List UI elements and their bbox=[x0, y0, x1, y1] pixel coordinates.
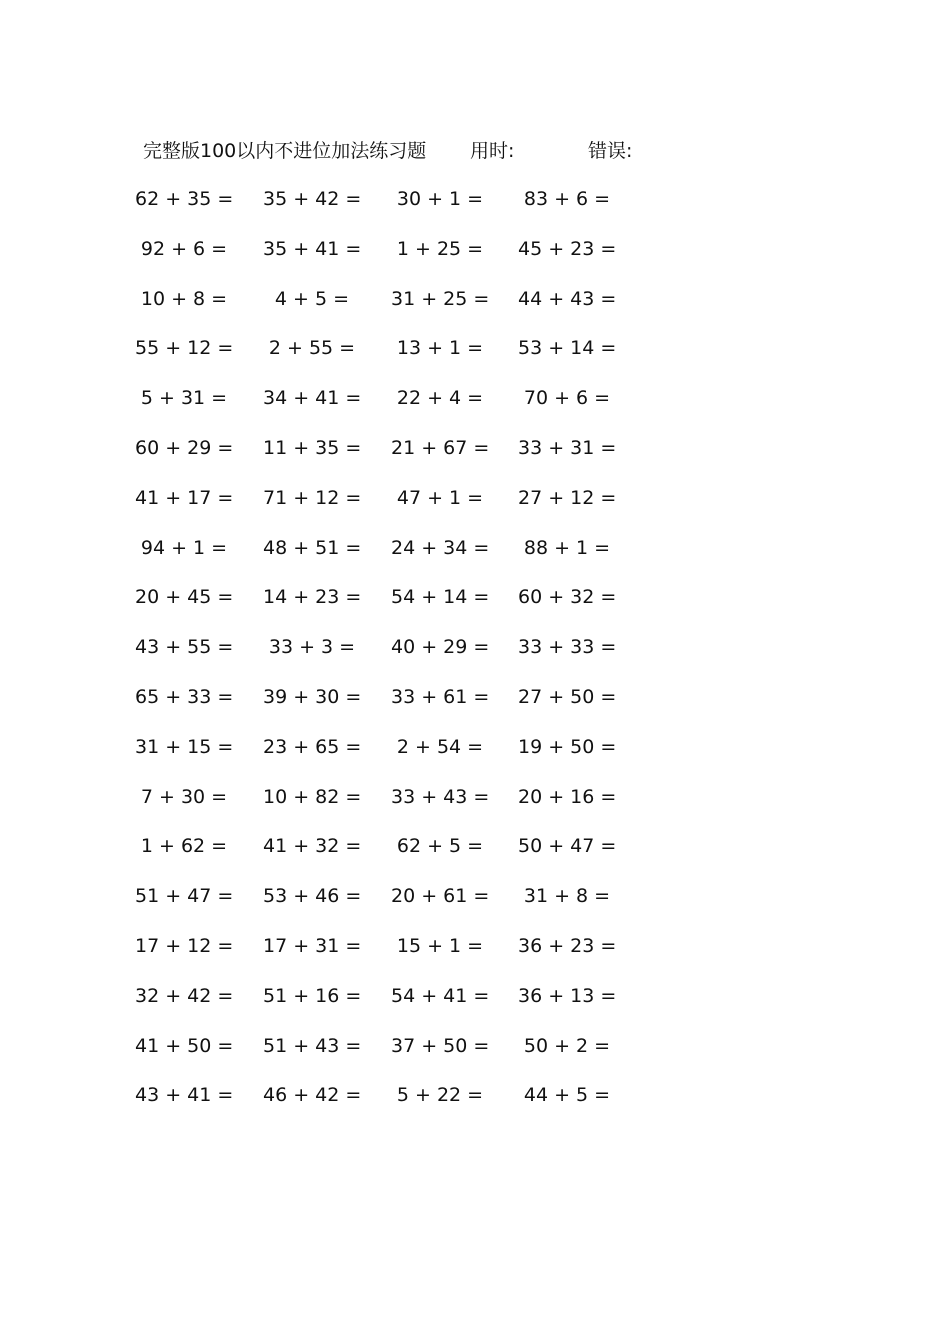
addition-problem: 33 + 61 = bbox=[391, 685, 490, 708]
addition-problem: 55 + 12 = bbox=[135, 337, 234, 360]
addition-problem: 20 + 61 = bbox=[391, 885, 490, 908]
addition-problem: 41 + 50 = bbox=[135, 1034, 234, 1057]
addition-problem: 23 + 65 = bbox=[263, 735, 362, 758]
addition-problem: 24 + 34 = bbox=[391, 536, 490, 559]
addition-problem: 51 + 47 = bbox=[135, 885, 234, 908]
problem-row bbox=[135, 184, 643, 234]
problem-row bbox=[135, 1080, 643, 1130]
problem-row bbox=[135, 632, 643, 682]
addition-problem: 30 + 1 = bbox=[396, 188, 484, 210]
addition-problem: 27 + 50 = bbox=[518, 685, 617, 708]
addition-problem: 62 + 5 = bbox=[396, 835, 484, 858]
addition-problem: 20 + 16 = bbox=[518, 785, 617, 808]
addition-problem: 17 + 12 = bbox=[135, 934, 234, 957]
addition-problem: 2 + 55 = bbox=[268, 337, 356, 360]
addition-problem: 43 + 41 = bbox=[135, 1084, 234, 1107]
addition-problem: 2 + 54 = bbox=[396, 735, 484, 758]
addition-problem: 31 + 15 = bbox=[135, 735, 234, 758]
addition-problem: 54 + 14 = bbox=[391, 586, 490, 609]
addition-problem: 10 + 82 = bbox=[263, 785, 362, 808]
addition-problem: 70 + 6 = bbox=[523, 387, 611, 410]
addition-problem: 34 + 41 = bbox=[263, 387, 362, 410]
addition-problem: 33 + 33 = bbox=[518, 636, 617, 659]
addition-problem: 45 + 23 = bbox=[518, 237, 617, 260]
problem-row bbox=[140, 831, 643, 881]
addition-problem: 62 + 35 = bbox=[135, 188, 234, 210]
addition-problem: 31 + 25 = bbox=[391, 287, 490, 310]
addition-problem: 33 + 31 = bbox=[518, 436, 617, 459]
addition-problem: 54 + 41 = bbox=[391, 984, 490, 1007]
addition-problem: 32 + 42 = bbox=[135, 984, 234, 1007]
problem-row bbox=[135, 582, 643, 632]
addition-problem: 60 + 32 = bbox=[518, 586, 617, 609]
addition-problem: 20 + 45 = bbox=[135, 586, 234, 609]
addition-problem: 50 + 2 = bbox=[523, 1034, 611, 1057]
problem-row bbox=[135, 333, 643, 383]
addition-problem: 46 + 42 = bbox=[263, 1084, 362, 1107]
problem-row bbox=[140, 234, 643, 284]
addition-problem: 22 + 4 = bbox=[396, 387, 484, 410]
addition-problem: 92 + 6 = bbox=[140, 237, 228, 260]
addition-problem: 53 + 46 = bbox=[263, 885, 362, 908]
problem-row bbox=[140, 782, 643, 832]
addition-problem: 71 + 12 = bbox=[263, 486, 362, 509]
addition-problem: 37 + 50 = bbox=[391, 1034, 490, 1057]
problem-row bbox=[135, 1031, 643, 1081]
addition-problem: 1 + 62 = bbox=[140, 835, 228, 858]
addition-problem: 33 + 43 = bbox=[391, 785, 490, 808]
addition-problem: 5 + 22 = bbox=[396, 1084, 484, 1107]
addition-problem: 19 + 50 = bbox=[518, 735, 617, 758]
addition-problem: 51 + 43 = bbox=[263, 1034, 362, 1057]
addition-problem: 53 + 14 = bbox=[518, 337, 617, 360]
addition-problem: 41 + 32 = bbox=[263, 835, 362, 858]
addition-problem: 35 + 41 = bbox=[263, 237, 362, 260]
worksheet-title: 完整版100以内不进位加法练习题 bbox=[143, 140, 427, 162]
addition-problem: 83 + 6 = bbox=[523, 188, 611, 210]
addition-problem: 41 + 17 = bbox=[135, 486, 234, 509]
addition-problem: 88 + 1 = bbox=[523, 536, 611, 559]
addition-problem: 51 + 16 = bbox=[263, 984, 362, 1007]
addition-problem: 40 + 29 = bbox=[391, 636, 490, 659]
addition-problem: 39 + 30 = bbox=[263, 685, 362, 708]
problem-row bbox=[135, 931, 643, 981]
addition-problem: 44 + 43 = bbox=[518, 287, 617, 310]
problem-row bbox=[135, 682, 643, 732]
problem-row bbox=[140, 284, 643, 334]
addition-problem: 4 + 5 = bbox=[274, 287, 350, 310]
problem-row bbox=[135, 483, 643, 533]
addition-problem: 47 + 1 = bbox=[396, 486, 484, 509]
addition-problem: 17 + 31 = bbox=[263, 934, 362, 957]
addition-problem: 36 + 13 = bbox=[518, 984, 617, 1007]
addition-problem: 27 + 12 = bbox=[518, 486, 617, 509]
problem-row bbox=[140, 533, 643, 583]
addition-problem: 5 + 31 = bbox=[140, 387, 228, 410]
addition-problem: 60 + 29 = bbox=[135, 436, 234, 459]
addition-problem: 36 + 23 = bbox=[518, 934, 617, 957]
addition-problem: 11 + 35 = bbox=[263, 436, 362, 459]
problem-row bbox=[140, 383, 643, 433]
addition-problem: 33 + 3 = bbox=[268, 636, 356, 659]
addition-problem: 14 + 23 = bbox=[263, 586, 362, 609]
error-label: 错误: bbox=[588, 140, 633, 162]
problem-row bbox=[135, 881, 643, 931]
addition-problem: 15 + 1 = bbox=[396, 934, 484, 957]
addition-problem: 43 + 55 = bbox=[135, 636, 234, 659]
worksheet-header bbox=[143, 136, 703, 166]
problem-row bbox=[135, 732, 643, 782]
time-label: 用时: bbox=[470, 140, 515, 162]
addition-problem: 21 + 67 = bbox=[391, 436, 490, 459]
addition-problem: 13 + 1 = bbox=[396, 337, 484, 360]
addition-problem: 44 + 5 = bbox=[523, 1084, 611, 1107]
problem-grid bbox=[135, 184, 643, 1130]
addition-problem: 7 + 30 = bbox=[140, 785, 228, 808]
addition-problem: 50 + 47 = bbox=[518, 835, 617, 858]
problem-row bbox=[135, 981, 643, 1031]
problem-row bbox=[135, 433, 643, 483]
addition-problem: 48 + 51 = bbox=[263, 536, 362, 559]
addition-problem: 94 + 1 = bbox=[140, 536, 228, 559]
addition-problem: 35 + 42 = bbox=[263, 188, 362, 210]
addition-problem: 1 + 25 = bbox=[396, 237, 484, 260]
addition-problem: 31 + 8 = bbox=[523, 885, 611, 908]
addition-problem: 65 + 33 = bbox=[135, 685, 234, 708]
addition-problem: 10 + 8 = bbox=[140, 287, 228, 310]
